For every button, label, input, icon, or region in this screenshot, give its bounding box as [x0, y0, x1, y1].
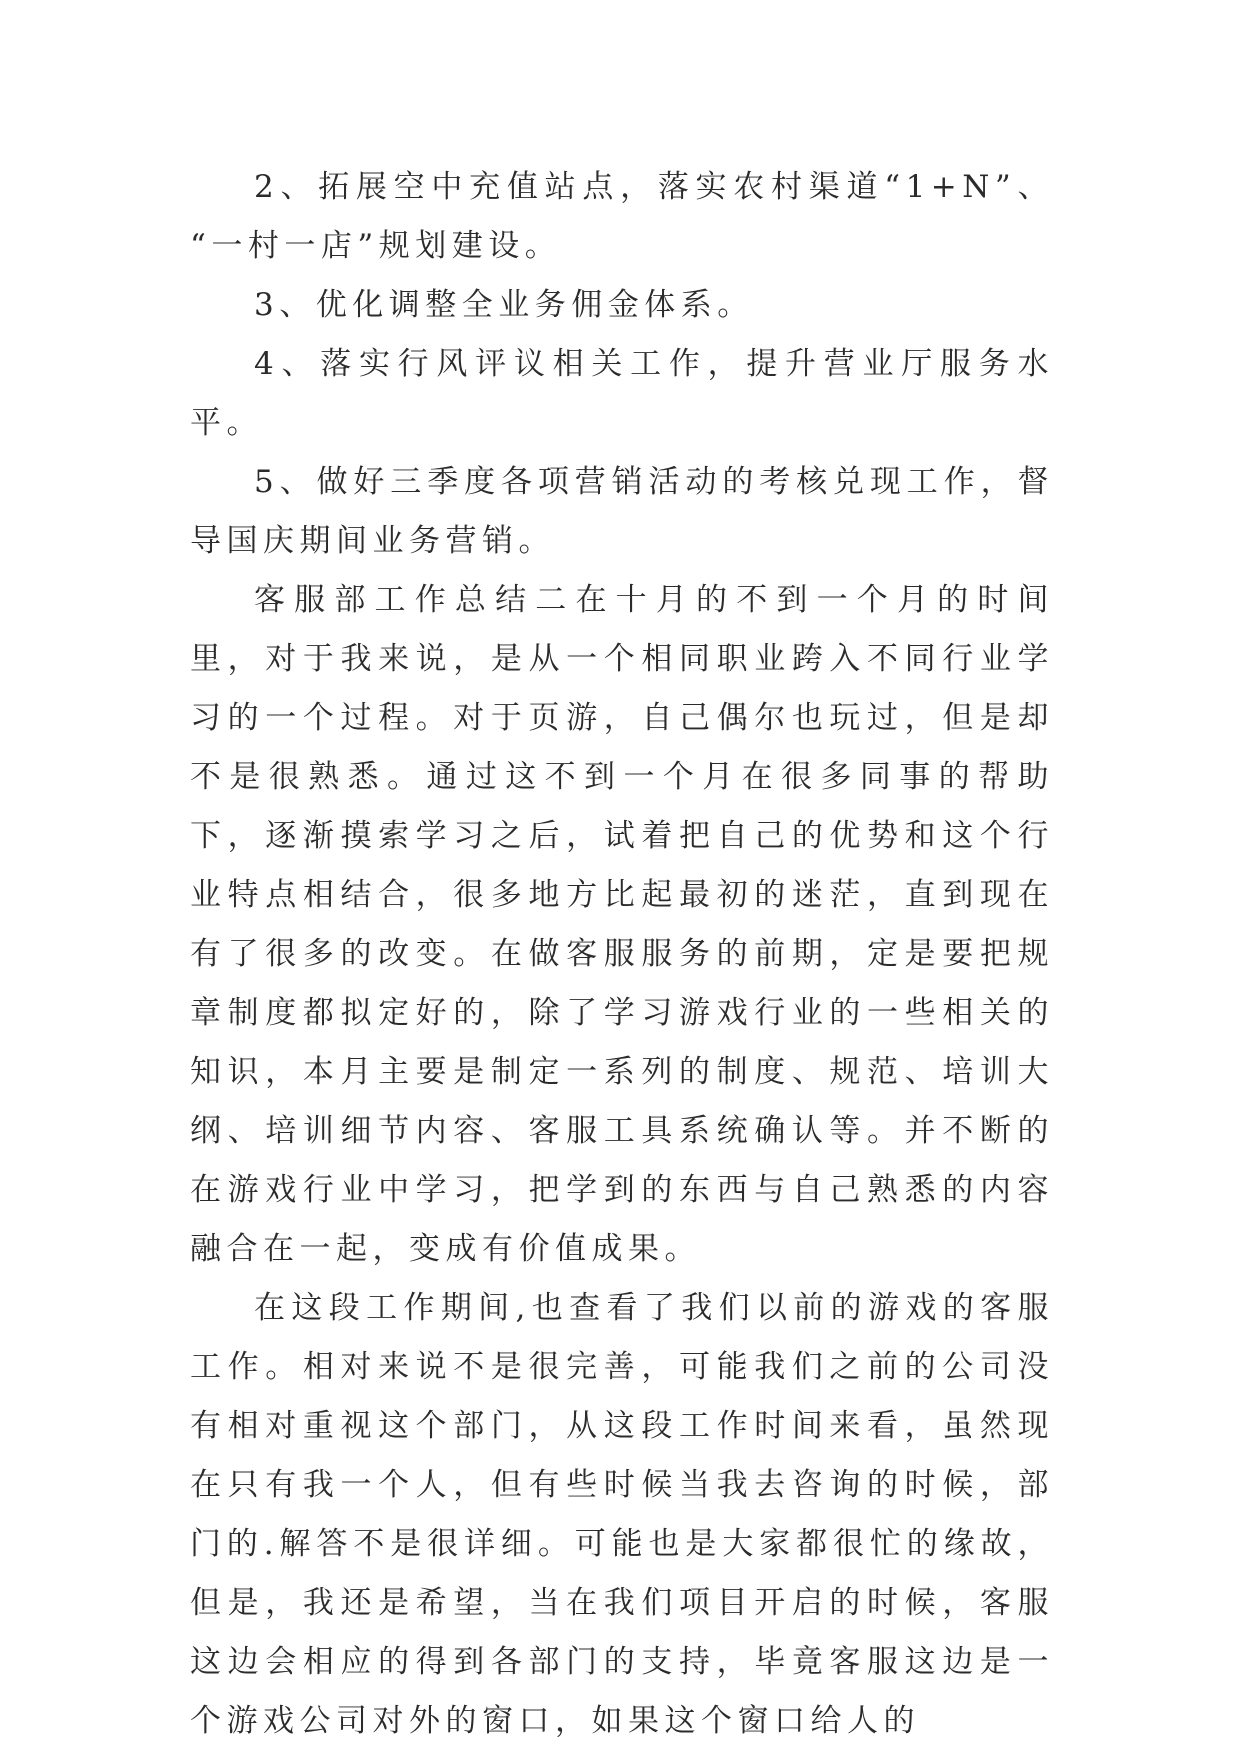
paragraph-item-3: 3、优化调整全业务佣金体系。 [254, 287, 754, 323]
paragraph-work-period: 在这段工作期间,也查看了我们以前的游戏的客服工作。相对来说不是很完善，可能我们之前的公司没有相对重视这个部门，从这段工作时间来看，虽然现在只有我一个人，但有些时候当我去咨询的时候，部门的.解答不是很详细。可能也是大家都很忙的缘故，但是，我还是希望，当在我们项目开启的时候，客服这边会相应的得到各部门的支持，毕竟客服这边是一个游戏公司对外的窗口，如果这个窗口给人的 [190, 1290, 1054, 1739]
paragraph-item-4: 4、落实行风评议相关工作，提升营业厅服务水平。 [190, 346, 1054, 441]
paragraph-summary-two: 客服部工作总结二在十月的不到一个月的时间里，对于我来说，是从一个相同职业跨入不同行业学习的一个过程。对于页游，自己偶尔也玩过，但是却不是很熟悉。通过这不到一个月在很多同事的帮助下，逐渐摸索学习之后，试着把自己的优势和这个行业特点相结合，很多地方比起最初的迷茫，直到现在有了很多的改变。在做客服服务的前期，定是要把规章制度都拟定好的，除了学习游戏行业的一些相关的知识，本月主要是制定一系列的制度、规范、培训大纲、培训细节内容、客服工具系统确认等。并不断的在游戏行业中学习，把学到的东西与自己熟悉的内容融合在一起，变成有价值成果。 [190, 582, 1054, 1267]
paragraph-item-5: 5、做好三季度各项营销活动的考核兑现工作，督导国庆期间业务营销。 [190, 464, 1054, 559]
document-body [190, 158, 1054, 1751]
paragraph-item-2: 2、拓展空中充值站点，落实农村渠道“1+N”、 “一村一店”规划建设。 [190, 169, 1054, 264]
